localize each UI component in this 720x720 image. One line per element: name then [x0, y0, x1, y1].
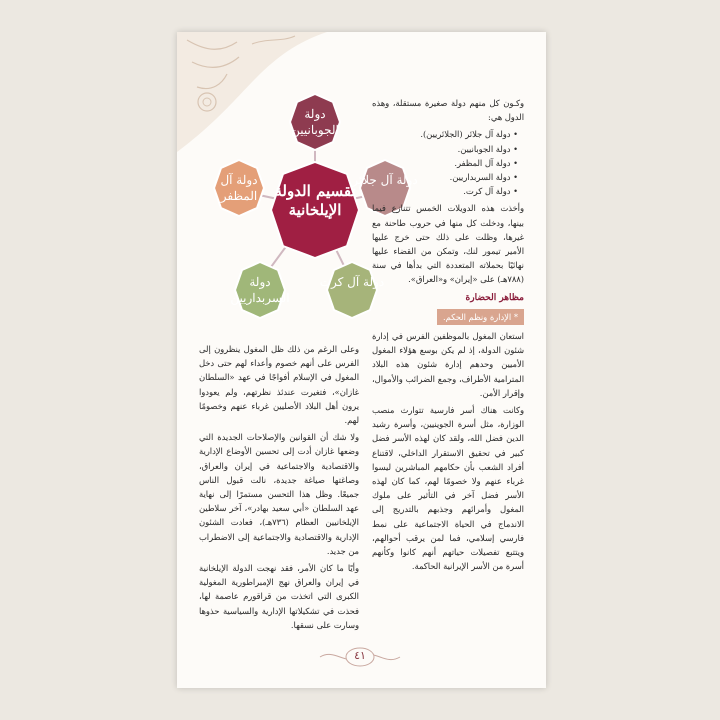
page-number: ٤١ [354, 649, 366, 662]
states-list [372, 127, 524, 198]
intro-paragraph: وكـون كل منهم دولة صغيرة مستقلة، وهذه الدول هي: [372, 98, 524, 123]
petal-label-jalayirids: دولة آل جلائر [352, 173, 418, 187]
body-paragraph: وعلى الرغم من ذلك ظل المغول ينظرون إلى الفرس على أنهم خصوم وأعداء لهم حتى دخل المغول في الإسلام أفواجًا في عهد «السلطان غازان»، فتغيرت عندئذ نظرتهم، ولم يعودوا يرون أهل البلاد الأصليين غرباء عنهم وخصومًا لهم. [199, 344, 359, 426]
body-paragraph: وأيًا ما كان الأمر، فقد نهجت الدولة الإيلخانية في إيران والعراق نهج الإمبراطورية المغولية الكبرى التي اتخذت من قراقورم عاصمة لها، فحذت في تشكيلاتها الإدارية والسياسية حذوها وسارت على نسقها. [199, 563, 359, 630]
book-page [177, 32, 546, 688]
petal-label-muzaffarids: دولة آل المظفر [220, 173, 258, 203]
petal-label-kartids: دولة آل كرت [319, 275, 385, 289]
petal-label-jubanids: دولة الجوبانيين [291, 107, 339, 137]
body-paragraph: وكانت هناك أسر فارسية تتوارث منصب الوزارة، مثل أسرة الجوينيين، وأسرة رشيد الدين فضل الله، ولقد كان لهذه الأسر فضل كبير في تحقيق الاستقرار الداخلي، لاقتناع أفراد الشعب بأن حكامهم المباشرين ليسوا غرباء عنهم ولا خصومًا لهم، كما كان لهذه الأسر فضل آخر في التأثير على ملوك المغول وأمرائهم وجذبهم بالتدريج إلى الاندماج في الحياة الاجتماعية على نمط فارسي إسلامي، فما لمن يرقب أحوالهم، ويتتبع تفصيلات حياتهم أنهم كانوا وكأنهم أسرة من الأسر الإيرانية الحاكمة. [372, 405, 524, 572]
list-item: • دولة آل جلائر (الجلائريين). [372, 127, 518, 141]
right-column [372, 96, 524, 577]
petal-kartids [327, 262, 377, 318]
left-column [199, 342, 359, 635]
list-item: • دولة الجوبانيين. [372, 142, 518, 156]
subsection-title: * الإدارة ونظم الحكم. [437, 309, 524, 325]
page-footer [315, 644, 405, 670]
section-title: مظاهر الحضارة [465, 292, 524, 303]
body-paragraph: استعان المغول بالموظفين الفرس في إدارة شئون الدولة، إذ لم يكن بوسع هؤلاء المغول الأميين وحدهم إدارة شئون هذه البلاد المترامية الأطراف، وجمع الضرائب والأموال، وإقرار الأمن. [372, 331, 524, 398]
list-item: • دولة السربداريين. [372, 170, 518, 184]
list-item: • دولة آل المظفر. [372, 156, 518, 170]
diagram-center-label: تقسيم الدولة الإيلخانية [274, 182, 356, 219]
body-paragraph: وأخذت هذه الدويلات الخمس تتنازع فيما بينها، ودخلت كل منها في حروب طاحنة مع غيرها، وظلت على ذلك حتى خرج عليها الأمير تيمور لنك، وتمكن من القضاء عليها نهائيًا بحملاته المتعددة التي بدأها في سنة (٧٨٨هـ) على «إيران» و«العراق». [372, 203, 524, 285]
body-paragraph: ولا شك أن القوانين والإصلاحات الجديدة التي وضعها غازان أدت إلى تحسين الأوضاع الإدارية والاقتصادية والاجتماعية في إيران والعراق، وصاغتها صياغة جديدة، نالت قبول الناس جميعًا. وظل هذا التحسن مستمرًا إلى نهاية عهد السلطان «أبي سعيد بهادر»، آخر سلاطين الإيلخانيين العظام (٧٣٦هـ)، فعادت الشئون الإدارية والاقتصادية والاجتماعية إلى الاضطراب من جديد. [199, 432, 359, 556]
petal-label-sarbadars: دولة السربداريين [230, 275, 290, 305]
list-item: • دولة آل كرت. [372, 184, 518, 198]
